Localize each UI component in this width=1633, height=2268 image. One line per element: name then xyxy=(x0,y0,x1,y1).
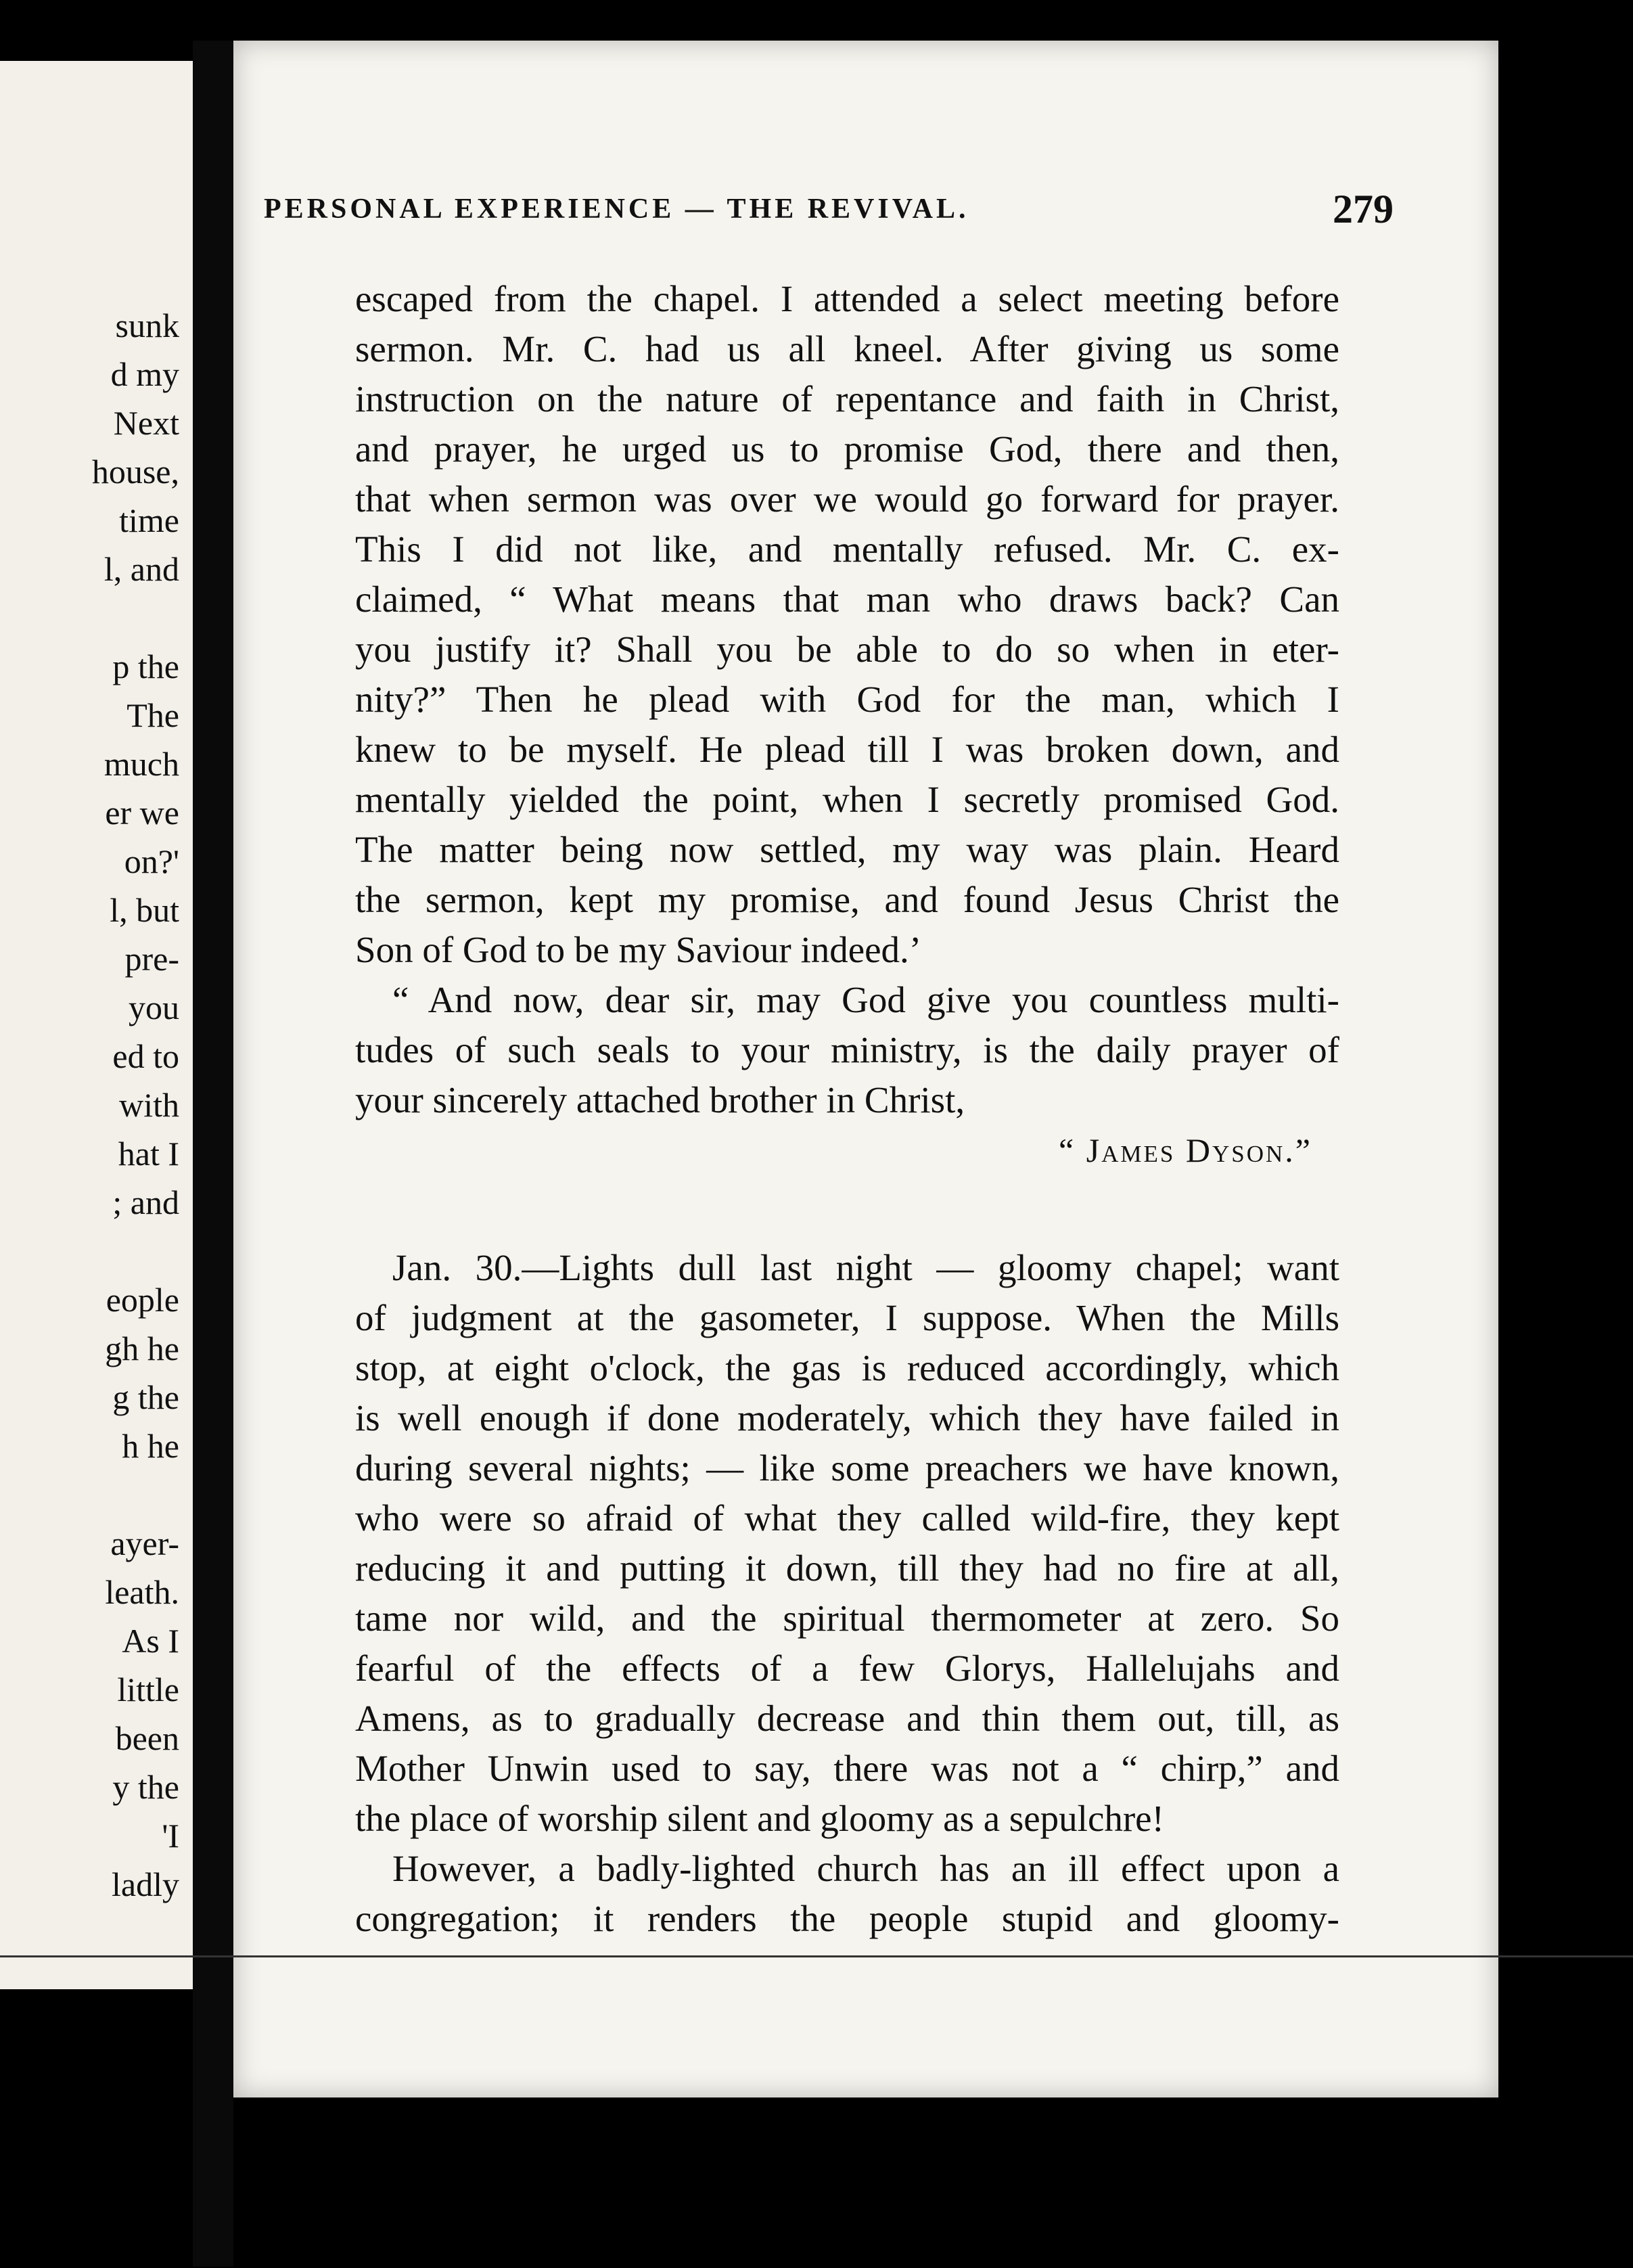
text-line: However, a badly-lighted church has an ill effect upon a xyxy=(392,1848,1339,1889)
fragment-line: with xyxy=(119,1086,179,1124)
text-line: knew to be myself. He plead till I was broken down, and xyxy=(355,729,1339,770)
text-line: your sincerely attached brother in Christ, xyxy=(355,1079,965,1120)
book-spine xyxy=(193,41,233,2267)
text-line: “ And now, dear sir, may God give you countless multi- xyxy=(392,979,1339,1020)
fragment-line: house, xyxy=(91,453,179,491)
fragment-line: y the xyxy=(112,1768,179,1806)
text-line: the sermon, kept my promise, and found Jesus Christ the xyxy=(355,879,1339,920)
text-line: you justify it? Shall you be able to do so when in eter- xyxy=(355,629,1339,670)
fragment-line: g the xyxy=(112,1378,179,1416)
left-page-fragments xyxy=(0,301,179,1909)
text-line: reducing it and putting it down, till they had no fire at all, xyxy=(355,1547,1339,1589)
fragment-line: been xyxy=(115,1719,179,1757)
text-line: congregation; it renders the people stupid and gloomy- xyxy=(355,1898,1339,1939)
fragment-line: you xyxy=(129,989,179,1026)
fragment-line: hat I xyxy=(118,1135,179,1173)
text-line: Son of God to be my Saviour indeed.’ xyxy=(355,929,922,970)
text-line: nity?” Then he plead with God for the man, which I xyxy=(355,679,1339,720)
fragment-line: As I xyxy=(122,1622,179,1660)
fragment-line: 'I xyxy=(162,1817,179,1855)
text-line: tame nor wild, and the spiritual thermometer at zero. So xyxy=(355,1597,1339,1639)
fragment-line xyxy=(0,593,179,642)
text-line: Mother Unwin used to say, there was not a “ chirp,” and xyxy=(355,1748,1339,1789)
fragment-line: sunk xyxy=(115,307,179,344)
running-title: PERSONAL EXPERIENCE — THE REVIVAL. xyxy=(264,194,969,225)
text-line: and prayer, he urged us to promise God, there and then, xyxy=(355,428,1339,470)
text-line: that when sermon was over we would go forward for prayer. xyxy=(355,478,1339,520)
fragment-line: ladly xyxy=(112,1865,179,1903)
fragment-line: on?' xyxy=(124,842,179,880)
text-line: stop, at eight o'clock, the gas is reduced accordingly, which xyxy=(355,1347,1339,1388)
right-margin-dark xyxy=(1498,27,1633,2268)
fragment-line: p the xyxy=(112,648,179,685)
fragment-line: h he xyxy=(122,1427,179,1465)
text-line: Jan. 30.—Lights dull last night — gloomy chapel; want xyxy=(392,1247,1339,1288)
fragment-line: gh he xyxy=(105,1330,179,1367)
paragraph-gap xyxy=(355,1175,1339,1243)
fragment-line: d my xyxy=(110,355,179,393)
letter-signature: “ James Dyson.” xyxy=(1059,1131,1312,1169)
fragment-line xyxy=(0,1470,179,1519)
fragment-line: ayer- xyxy=(110,1524,179,1562)
text-line: escaped from the chapel. I attended a select meeting before xyxy=(355,278,1339,319)
fragment-line: leath. xyxy=(105,1573,179,1611)
text-line: This I did not like, and mentally refused. Mr. C. ex- xyxy=(355,528,1339,570)
text-line: the place of worship silent and gloomy as a sepulchre! xyxy=(355,1798,1164,1839)
text-line: The matter being now settled, my way was plain. Heard xyxy=(355,829,1339,870)
fragment-line: little xyxy=(117,1671,179,1708)
text-line: during several nights; — like some preachers we have known, xyxy=(355,1447,1339,1489)
text-line: Amens, as to gradually decrease and thin them out, till, as xyxy=(355,1698,1339,1739)
text-line: mentally yielded the point, when I secretly promised God. xyxy=(355,779,1339,820)
fragment-line: time xyxy=(119,501,179,539)
text-line: sermon. Mr. C. had us all kneel. After giving us some xyxy=(355,328,1339,369)
fragment-line: Next xyxy=(113,404,179,442)
left-page-edge xyxy=(0,61,193,1989)
page-body xyxy=(355,274,1339,1944)
running-head xyxy=(264,186,1414,240)
fragment-line: pre- xyxy=(124,940,179,978)
fragment-line: l, but xyxy=(110,891,179,929)
text-line: fearful of the effects of a few Glorys, Hallelujahs and xyxy=(355,1648,1339,1689)
text-line: is well enough if done moderately, which they have failed in xyxy=(355,1397,1339,1438)
fragment-line xyxy=(0,1227,179,1275)
fragment-line: ed to xyxy=(112,1037,179,1075)
text-line: instruction on the nature of repentance and faith in Christ, xyxy=(355,378,1339,419)
scan-crease-line xyxy=(0,1955,1633,1957)
text-line: claimed, “ What means that man who draws back? Can xyxy=(355,579,1339,620)
text-line: who were so afraid of what they called wild-fire, they kept xyxy=(355,1497,1339,1539)
fragment-line: The xyxy=(127,696,179,734)
fragment-line: ; and xyxy=(112,1183,179,1221)
fragment-line: eople xyxy=(106,1281,179,1319)
text-line: tudes of such seals to your ministry, is the daily prayer of xyxy=(355,1029,1339,1070)
text-line: of judgment at the gasometer, I suppose. When the Mills xyxy=(355,1297,1339,1338)
page-number: 279 xyxy=(1333,187,1394,231)
fragment-line: er we xyxy=(105,794,179,832)
fragment-line: much xyxy=(104,745,179,783)
fragment-line: l, and xyxy=(104,550,179,588)
